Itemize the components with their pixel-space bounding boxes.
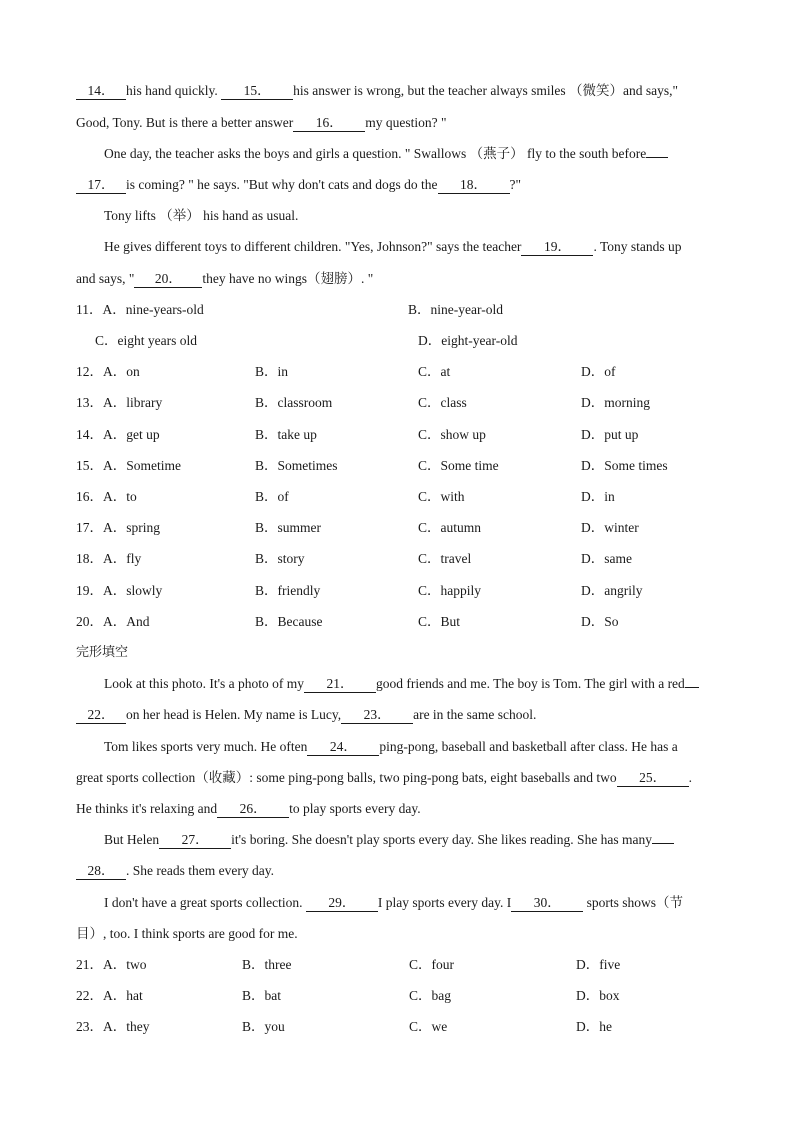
blank-26[interactable]: 26． (217, 801, 289, 818)
text: Tom likes sports very much. He often (104, 739, 308, 754)
blank-17-start[interactable] (646, 157, 668, 158)
question-number: 18． (76, 551, 103, 566)
text: Tony lifts （举） his hand as usual. (104, 208, 299, 223)
option-c[interactable]: C．with (418, 489, 465, 504)
option-a[interactable]: A．they (103, 1019, 150, 1034)
question-number: 14． (76, 427, 103, 442)
option-c[interactable]: C．at (418, 364, 451, 379)
question-number: 23． (76, 1019, 103, 1034)
option-b[interactable]: B．of (255, 489, 289, 504)
question-11-option-d[interactable]: D．eight-year-old (418, 333, 518, 348)
passage2-line-7 (76, 862, 274, 880)
question-22 (76, 987, 143, 1005)
text: I don't have a great sports collection. (104, 895, 306, 910)
option-a[interactable]: A．hat (103, 988, 143, 1003)
option-d[interactable]: D．box (576, 988, 620, 1003)
option-b[interactable]: B．in (255, 364, 289, 379)
blank-22[interactable]: 22． (76, 707, 126, 724)
text: sports shows（节 (583, 895, 683, 910)
blank-23[interactable]: 23． (341, 707, 413, 724)
option-d[interactable]: D．of (581, 364, 616, 379)
question-14 (76, 426, 160, 444)
blank-29[interactable]: 29． (306, 895, 378, 912)
passage1-line-5 (104, 207, 298, 225)
option-b[interactable]: B．story (255, 551, 305, 566)
blank-20[interactable]: 20． (134, 271, 202, 288)
passage2-line-3 (104, 738, 678, 756)
option-c[interactable]: C．happily (418, 583, 481, 598)
question-number: 11． (76, 302, 103, 317)
question-11 (76, 301, 204, 319)
blank-27[interactable]: 27． (159, 832, 231, 849)
option-a[interactable]: A．get up (103, 427, 160, 442)
blank-19[interactable]: 19． (521, 239, 593, 256)
text: I play sports every day. I (377, 895, 512, 910)
option-a[interactable]: A．library (103, 395, 163, 410)
text: But Helen (104, 832, 160, 847)
question-21 (76, 956, 147, 974)
blank-21[interactable]: 21． (304, 676, 376, 693)
passage2-line-9 (76, 925, 298, 943)
option-d[interactable]: D．same (581, 551, 632, 566)
option-c[interactable]: C．four (409, 957, 454, 972)
text: his hand quickly. (126, 83, 222, 98)
blank-18[interactable]: 18． (438, 177, 510, 194)
question-16 (76, 488, 137, 506)
text: He gives different toys to different children. "Yes, Johnson?" says the teacher (104, 239, 522, 254)
question-11-option-b[interactable]: B．nine-year-old (408, 302, 503, 317)
passage1-line-4 (76, 176, 521, 194)
option-d[interactable]: D．Some times (581, 458, 668, 473)
option-b[interactable]: B．you (242, 1019, 285, 1034)
text: One day, the teacher asks the boys and girls a question. " Swallows （燕子） fly to the south before (104, 146, 647, 161)
question-20 (76, 613, 150, 631)
option-d[interactable]: D．in (581, 489, 615, 504)
passage2-line-1 (104, 675, 699, 693)
option-a[interactable]: A．slowly (103, 583, 163, 598)
text: . Tony stands up (593, 239, 682, 254)
blank-30[interactable]: 30． (511, 895, 583, 912)
question-number: 17． (76, 520, 103, 535)
question-19 (76, 582, 162, 600)
option-d[interactable]: D．So (581, 614, 619, 629)
option-d[interactable]: D．five (576, 957, 621, 972)
option-b[interactable]: B．bat (242, 988, 281, 1003)
question-number: 16． (76, 489, 103, 504)
option-b[interactable]: B．friendly (255, 583, 321, 598)
question-number: 22． (76, 988, 103, 1003)
blank-28-start[interactable] (652, 843, 674, 844)
text: He thinks it's relaxing and (76, 801, 218, 816)
text: are in the same school. (413, 707, 537, 722)
text: ?" (509, 177, 522, 192)
option-c[interactable]: C．we (409, 1019, 448, 1034)
passage1-line-1 (76, 82, 678, 100)
blank-17[interactable]: 17． (76, 177, 126, 194)
passage1-line-6 (104, 238, 682, 256)
passage2-line-2 (76, 706, 536, 724)
option-a[interactable]: A．to (103, 489, 137, 504)
option-a[interactable]: A．fly (103, 551, 142, 566)
passage1-line-3 (104, 145, 668, 163)
passage2-line-5 (76, 800, 421, 818)
text: it's boring. She doesn't play sports every day. She likes reading. She has many (231, 832, 653, 847)
option-b[interactable]: B．take up (255, 427, 317, 442)
text: they have no wings（翅膀）. " (202, 271, 374, 286)
option-c[interactable]: C．travel (418, 551, 472, 566)
option-d[interactable]: D．morning (581, 395, 650, 410)
question-number: 20． (76, 614, 103, 629)
question-11-option-c[interactable]: C．eight years old (95, 333, 197, 348)
text: Look at this photo. It's a photo of my (104, 676, 305, 691)
blank-16[interactable]: 16． (293, 115, 365, 132)
question-15 (76, 457, 181, 475)
question-18 (76, 550, 141, 568)
question-number: 13． (76, 395, 103, 410)
question-number: 19． (76, 583, 103, 598)
blank-24[interactable]: 24． (307, 739, 379, 756)
blank-15[interactable]: 15． (221, 83, 293, 100)
option-c[interactable]: C．bag (409, 988, 451, 1003)
question-number: 15． (76, 458, 103, 473)
passage1-line-2 (76, 114, 447, 132)
option-c[interactable]: C．autumn (418, 520, 481, 535)
option-d[interactable]: D．put up (581, 427, 639, 442)
option-a[interactable]: A．Sometime (103, 458, 181, 473)
option-a[interactable]: A．nine-years-old (102, 302, 204, 317)
option-a[interactable]: A．And (103, 614, 150, 629)
option-d[interactable]: D．winter (581, 520, 639, 535)
blank-14[interactable]: 14． (76, 83, 126, 100)
question-number: 12． (76, 364, 103, 379)
question-17 (76, 519, 160, 537)
question-23 (76, 1018, 150, 1036)
question-12 (76, 363, 140, 381)
text: his answer is wrong, but the teacher always smiles （微笑）and says," (293, 83, 679, 98)
option-b[interactable]: B．Because (255, 614, 323, 629)
text: 目）, too. I think sports are good for me. (76, 926, 298, 941)
blank-28[interactable]: 28． (76, 863, 126, 880)
blank-22-start[interactable] (685, 687, 699, 688)
option-b[interactable]: B．three (242, 957, 292, 972)
text: . She reads them every day. (126, 863, 274, 878)
option-d[interactable]: D．he (576, 1019, 612, 1034)
text: ping-pong, baseball and basketball after class. He has a (379, 739, 678, 754)
text: and says, " (76, 271, 135, 286)
option-a[interactable]: A．spring (103, 520, 160, 535)
option-a[interactable]: A．two (103, 957, 147, 972)
text: good friends and me. The boy is Tom. The girl with a red (376, 676, 685, 691)
option-d[interactable]: D．angrily (581, 583, 643, 598)
question-number: 21． (76, 957, 103, 972)
passage2-line-4 (76, 769, 692, 787)
text: great sports collection（收藏）: some ping-pong balls, two ping-pong bats, eight baseballs and two (76, 770, 617, 785)
passage1-line-7 (76, 270, 373, 288)
option-b[interactable]: B．summer (255, 520, 321, 535)
blank-25[interactable]: 25． (617, 770, 689, 787)
passage2-line-6 (104, 831, 674, 849)
text: . (688, 770, 693, 785)
passage2-line-8 (104, 894, 683, 912)
section-title: 完形填空 (76, 645, 129, 660)
option-c[interactable]: C．But (418, 614, 461, 629)
option-c[interactable]: C．show up (418, 427, 486, 442)
text: to play sports every day. (289, 801, 421, 816)
text: Good, Tony. But is there a better answer (76, 115, 294, 130)
option-c[interactable]: C．class (418, 395, 467, 410)
text: on her head is Helen. My name is Lucy, (126, 707, 342, 722)
text: is coming? " he says. "But why don't cats and dogs do the (126, 177, 438, 192)
question-13 (76, 394, 162, 412)
text: my question? " (365, 115, 447, 130)
option-a[interactable]: A．on (103, 364, 140, 379)
option-c[interactable]: C．Some time (418, 458, 499, 473)
option-b[interactable]: B．classroom (255, 395, 333, 410)
option-b[interactable]: B．Sometimes (255, 458, 338, 473)
